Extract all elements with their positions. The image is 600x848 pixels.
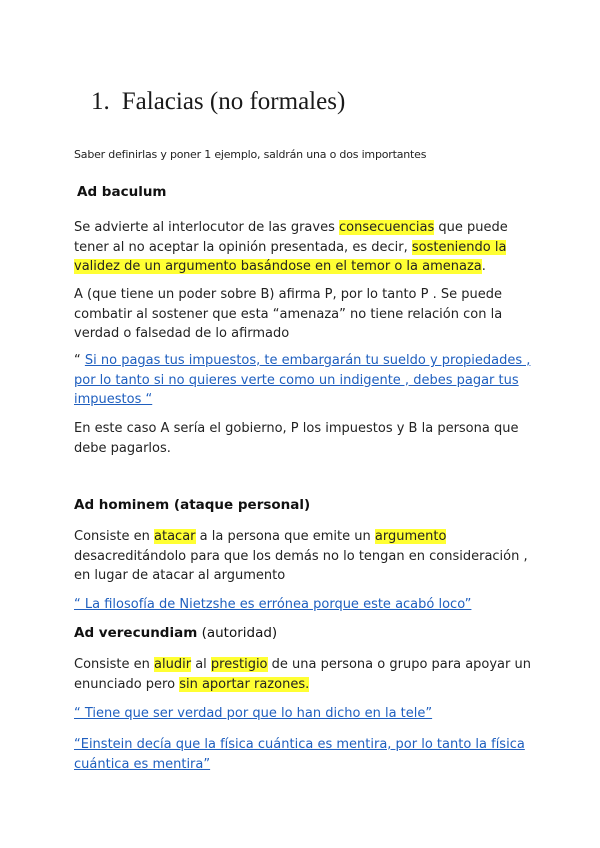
- ad-hominem-example: [74, 595, 544, 615]
- heading-ad-baculum: Ad baculum: [77, 184, 167, 200]
- ad-hominem-definition: Consiste en atacar a la persona que emite un argumento desacreditándolo para que los demás no lo tengan en consideración , en lugar de atacar al argumento: [74, 529, 528, 583]
- highlight-aludir: aludir: [154, 657, 192, 672]
- ad-verecundiam-definition: Consiste en aludir al prestigio de una persona o grupo para apoyar un enunciado pero sin aportar razones.: [74, 657, 531, 692]
- ad-baculum-example: “ Si no pagas tus impuestos, te embargarán tu sueldo y propiedades , por lo tanto si no quieres verte como un indigente , debes pagar tus impuestos “: [74, 353, 531, 407]
- ad-baculum-explanation: A (que tiene un poder sobre B) afirma P, por lo tanto P . Se puede combatir al sostener que esta “amenaza” no tiene relación con la verdad o falsedad de lo afirmado: [74, 287, 503, 341]
- title-number: 1.: [91, 88, 110, 115]
- highlight-prestigio: prestigio: [210, 657, 268, 672]
- ad-verecundiam-example-1-link[interactable]: “ Tiene que ser verdad por que lo han dicho en la tele”: [74, 706, 433, 721]
- highlight-argumento: argumento: [374, 529, 447, 544]
- ad-baculum-case: En este caso A sería el gobierno, P los impuestos y B la persona que debe pagarlos.: [74, 421, 519, 456]
- ad-verecundiam-example-2-link[interactable]: “Einstein decía que la física cuántica es mentira, por lo tanto la física cuántica es mentira”: [74, 737, 525, 772]
- highlight-consecuencias: consecuencias: [338, 220, 435, 235]
- ad-verecundiam-example-2: [74, 735, 544, 774]
- highlight-sin-aportar: sin aportar razones.: [179, 676, 310, 692]
- ad-verecundiam-example-1: [74, 704, 544, 724]
- heading-ad-hominem: Ad hominem (ataque personal): [74, 497, 311, 513]
- page-title: [91, 88, 345, 116]
- ad-baculum-definition: Se advierte al interlocutor de las graves consecuencias que puede tener al no aceptar la opinión presentada, es decir, sosteniendo la validez de un argumento basándose en el temor o la amenaza.: [74, 220, 508, 274]
- ad-hominem-example-link[interactable]: “ La filosofía de Nietzshe es errónea porque este acabó loco”: [74, 597, 472, 612]
- highlight-atacar: atacar: [154, 529, 196, 544]
- highlight-sosteniendo: sosteniendo la validez de un argumento basándose en el temor o la amenaza: [74, 239, 507, 274]
- study-note: Saber definirlas y poner 1 ejemplo, saldrán una o dos importantes: [74, 148, 427, 161]
- title-text: Falacias (no formales): [121, 88, 346, 115]
- heading-ad-verecundiam: Ad verecundiam (autoridad): [74, 625, 278, 641]
- ad-baculum-example-link[interactable]: Si no pagas tus impuestos, te embargarán tu sueldo y propiedades , por lo tanto si no quieres verte como un indigente , debes pagar tus impuestos “: [74, 353, 531, 407]
